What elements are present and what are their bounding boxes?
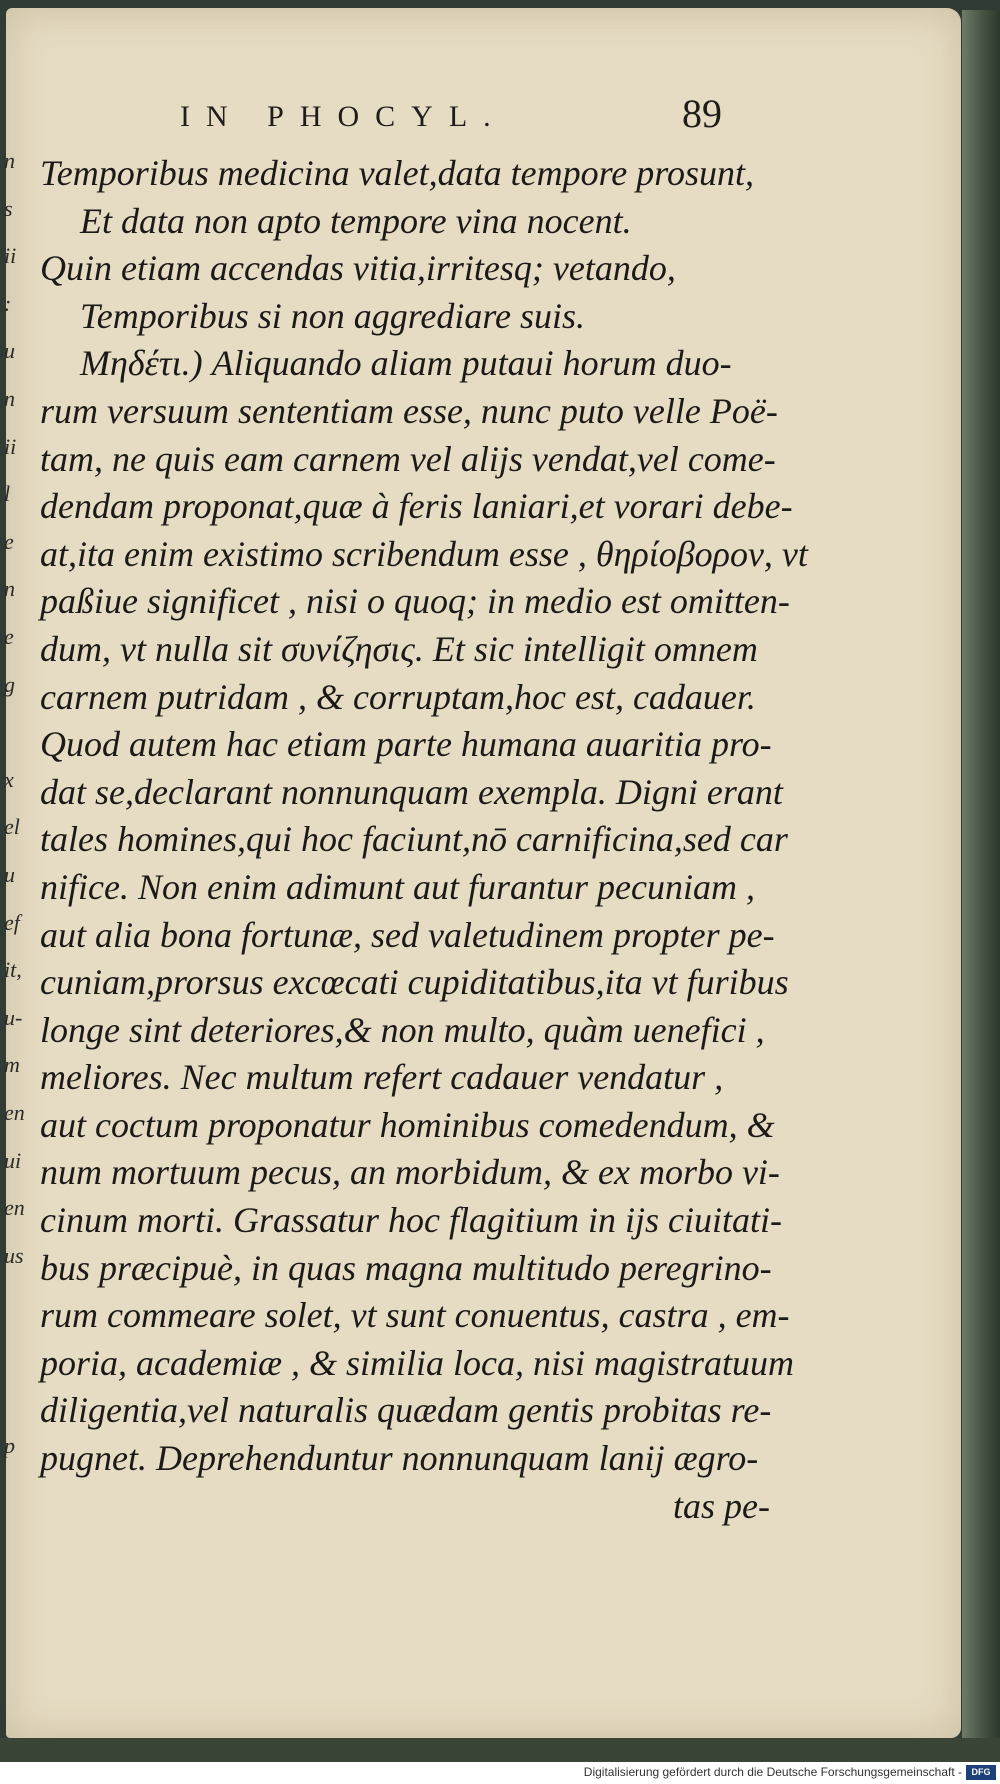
margin-fragment: ef <box>4 909 20 935</box>
text-line: Temporibus si non aggrediare suis. <box>80 295 586 336</box>
margin-fragment: x <box>4 766 14 792</box>
margin-fragment: n <box>4 386 15 411</box>
running-head: IN PHOCYL. <box>180 100 507 133</box>
dfg-logo: DFG <box>966 1765 996 1780</box>
margin-fragment: us <box>4 1242 24 1268</box>
text-line: rum versuum sententiam esse, nunc puto velle Poë- <box>40 390 778 431</box>
text-line: num mortuum pecus, an morbidum, & ex morbo vi- <box>40 1152 780 1193</box>
text-line: cuniam,prorsus excœcati cupiditatibus,ita vt furibus <box>40 962 789 1003</box>
text-line: bus præcipuè, in quas magna multitudo peregrino- <box>40 1247 772 1288</box>
page-number: 89 <box>682 91 722 136</box>
text-line: Et data non apto tempore vina nocent. <box>80 200 632 241</box>
text-line: paßiue significet , nisi o quoq; in medio est omitten- <box>40 581 790 622</box>
margin-fragment: ii <box>4 243 17 269</box>
margin-fragment: p <box>4 1433 15 1459</box>
text-line: dendam proponat,quæ à feris laniari,et vorari debe- <box>40 486 793 527</box>
text-line: Temporibus medicina valet,data tempore prosunt, <box>40 153 754 193</box>
margin-fragment: e <box>4 624 14 649</box>
catchword: tas pe- <box>673 1485 770 1526</box>
text-line: Quin etiam accendas vitia,irritesq; vetando, <box>40 248 676 289</box>
footer-bar <box>0 1762 1000 1784</box>
margin-fragment: u <box>4 338 15 364</box>
text-line: cinum morti. Grassatur hoc flagitium in ijs ciuitati- <box>40 1200 783 1241</box>
margin-fragment: ui <box>4 1147 22 1173</box>
margin-fragment: s <box>4 195 13 221</box>
text-line: Quod autem hac etiam parte humana auaritia pro- <box>40 724 772 765</box>
margin-fragment: it, <box>4 957 22 983</box>
margin-fragment: : <box>4 290 12 316</box>
text-line: longe sint deteriores,& non multo, quàm uenefici , <box>40 1009 765 1050</box>
margin-fragment: en <box>4 1195 25 1221</box>
margin-fragment: n <box>4 576 15 602</box>
text-line: tales homines,qui hoc faciunt,nō carnificina,sed car <box>40 819 788 860</box>
margin-fragment: el <box>4 814 20 840</box>
margin-fragment: en <box>4 1100 25 1125</box>
text-line: nifice. Non enim adimunt aut furantur pecuniam , <box>40 866 755 907</box>
text-line: meliores. Nec multum refert cadauer vendatur , <box>40 1057 724 1098</box>
book-page-edges <box>962 10 1000 1750</box>
margin-fragment: ii <box>4 433 17 459</box>
text-line: dum, vt nulla sit συνίζησις. Et sic intelligit omnem <box>40 628 758 669</box>
text-line: rum commeare solet, vt sunt conuentus, castra , em- <box>40 1295 790 1336</box>
text-line: aut alia bona fortunæ, sed valetudinem propter pe- <box>40 914 775 955</box>
margin-fragment: m <box>4 1052 20 1078</box>
margin-fragment: u <box>4 862 15 887</box>
text-line: diligentia,vel naturalis quædam gentis probitas re- <box>40 1390 772 1431</box>
text-line: tam, ne quis eam carnem vel alijs vendat,vel come- <box>40 438 776 479</box>
margin-fragment: n <box>4 148 15 173</box>
text-line: at,ita enim existimo scribendum esse , θηρίοβορον, vt <box>40 533 808 574</box>
text-line: aut coctum proponatur hominibus comedendum, & <box>40 1104 775 1145</box>
margin-fragment: e <box>4 528 14 554</box>
body-text <box>40 150 808 1530</box>
funding-credit: Digitalisierung gefördert durch die Deutsche Forschungsgemeinschaft - <box>583 1765 962 1779</box>
margin-fragment: l <box>4 481 11 507</box>
margin-fragment: g <box>4 671 15 697</box>
text-line: pugnet. Deprehenduntur nonnunquam lanij ægro- <box>40 1438 759 1479</box>
book-bottom-edge <box>0 1738 1000 1762</box>
text-line: poria, academiæ , & similia loca, nisi magistratuum <box>40 1342 795 1383</box>
text-line: Μηδέτι.) Aliquando aliam putaui horum duo- <box>80 343 732 384</box>
margin-fragment: u- <box>4 1004 23 1030</box>
text-line: dat se,declarant nonnunquam exempla. Digni erant <box>40 771 783 812</box>
text-line: carnem putridam , & corruptam,hoc est, cadauer. <box>40 676 756 717</box>
